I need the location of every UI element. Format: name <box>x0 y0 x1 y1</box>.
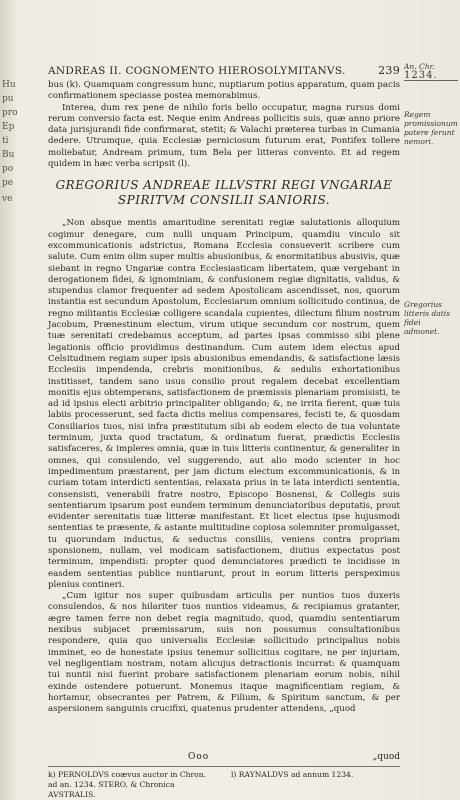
paragraph: Interea, dum rex pene de nihilo foris bello occupatur, magna rursus domi rerum conversio facta est. Neque enim Andreas pollicitis suis, quæ anno priore data jurisjurandi fide confirmarat, stetit; & Valachi præterea turbas in Cumania dedere. Utrumque, quia Ecclesiæ perniciosum futurum erat, Pontifex tollere moliebatur, Andream primum, tum Bela per litteras convento. Et ad regem quidem in hæc verba scripsit (l). <box>48 102 400 170</box>
gutter-fragment: Bu <box>2 150 15 160</box>
signature-mark: Ooo <box>188 752 210 762</box>
letter-paragraph: „Non absque mentis amaritudine serenitati regiæ salutationis alloquium cogimur denegare, cum nulli unquam Principum, quamdiu vinculo sit excommunicationis adstrictus, Romana Ecclesia consueverit scribere cum salute. Cum enim olim super multis abusionibus, & enormitatibus abusivis, quæ siebant in regno Ungariæ contra Ecclesiasticam libertatem, quæ vergebant in derogationem fidei, & ignominiam, & confusionem regiæ dignitatis, validus, & stupendus clamor frequenter ad sedem Apostolicam ascendisset, nos, quorum instantia est secundum Apostolum, Ecclesiarum omnium sollicitudo continua, de regno militantis Ecclesiæ colligere scandala cupientes, dilectum filium nostrum Jacobum, Prænestinum electum, virum utique secundum cor nostrum, quem tuæ serenitati credebamus acceptum, ad partes ipsas commisso sibi plene legationis officio providimus destinandum. Cum autem idem electus apud Celsitudinem regiam super ipsis abusionibus emendandis, & satisfactione læsis Ecclesiis impendenda, crebris monitionibus, & sedulis exhortationibus institisset, tandem sano usus consilio prout regalem decebat excellentiam monitis ejus obtemperans, satisfactionem de præmissis plenariam promisisti, te ad id ipsius electi arbitrio principaliter obligando; &, ne irrita fierent, quæ tuis labiis processerunt, sed facta dictis melius compensares, fecisti te, & quosdam Consiliarios tuos, nisi infra præstitutum sibi ab eodem electo de tua voluntate terminum, juxta quod tractatum, & ordinatum fuerat, prædictis Ecclesiis satisfaceres, & impleres omnia, quæ in tuis litteris continentur, & generaliter in omnes, qui consulendo, vel suggerendo, aut alio modo scienter in hoc impedimentum præstarent, per jam dictum electum excommunicationis, & in curiam totam interdicti sententias, relaxata prius in te lata interdicti sententia, consensisti, venerabili fratre nostro, Episcopo Bosnensi, & Collegis suis sententiarum ipsarum post eundem terminum denunciatoribus deputatis, prout evidenter serenitatis tuæ litteræ manifestant. Et licet electus ipse hujusmodi sententias te præsente, & astante multitudine copiosa solemniter promulgasset, tu quorundam inductus, & seductus consiliis, veniens contra propriam sponsionem, nullam, vel modicam satisfactionem, diutius expectatus post terminum, impendisti: propter quod denunciatores prædicti te incidisse in easdem sententias publice nuntiarunt, prout in eorum litteris perspeximus plenius contineri. <box>48 218 400 590</box>
main-text <box>48 80 400 715</box>
footnotes <box>48 770 400 800</box>
letter-heading: GREGORIUS ANDREAE ILLVSTRI REGI VNGARIAE SPIRITVM CONSILII SANIORIS. <box>55 178 393 208</box>
gutter-fragment: Hu <box>2 80 16 90</box>
gutter-fragment: pro <box>2 108 18 118</box>
footnote-k: k) PERNOLDVS coævus auctor in Chron. ad an. 1234. STERO, & Chronica AVSTRALIS. <box>48 770 207 799</box>
margin-year: 1234. <box>404 71 458 81</box>
margin-label: An. Chr. <box>404 62 435 71</box>
folio-line <box>48 752 400 762</box>
gutter-fragment: ti <box>2 136 9 146</box>
gutter-fragment: Ep <box>2 122 15 132</box>
catchword: „quod <box>372 752 400 762</box>
letter-paragraph: „Cum igitur nos super quibusdam articulis per nuntios tuos duxeris consulendos, & nos hilariter tuos nuntios videamus, & recipiamus gratanter, ægre tamen ferre non debet regia magnitudo, quod, quamdiu sententiarum nexibus subjacet præmissarum, suis non possumus consultationibus respondere, quia quo universalis Ecclesiæ sollicitudo principalius nobis imminet, eo de honestate ipsius tenemur sollicitius cogitare, ne per injuriam, vel negligentiam nostram, notam alicujus detractionis incurrat: & quamquam tui nuntii nisi fuerint probare satisfactionem plenariam eorum nobis, nihil exinde ostendere potuerunt. Monemus itaque magnificentiam regiam, & hortamur, obsecrantes per Patrem, & Filium, & Spiritum sanctum, & per aspersionem sanguinis crucifixi, quatenus prudenter attendens, „quod <box>48 591 400 715</box>
page-number: 239 <box>378 64 400 77</box>
margin-note-regem: Regem promissionum patere ferunt nemori. <box>404 110 458 146</box>
gutter-fragment: pu <box>2 94 14 104</box>
footnote-rule <box>48 766 400 767</box>
gutter-fragment: pe <box>2 178 14 188</box>
running-header <box>48 64 400 77</box>
paragraph: bus (k). Quamquam congressum hunc, nuptiarum potius apparatum, quam pacis confirmationem speciasse postea memorabimus. <box>48 80 400 102</box>
running-title: ANDREAS II. COGNOMENTO HIEROSOLYMITANVS. <box>48 65 346 77</box>
gutter-fragment: po <box>2 164 14 174</box>
footnote-l: l) RAYNALDVS ad annum 1234. <box>231 770 354 779</box>
gutter-fragment: ve <box>2 194 13 204</box>
margin-note-gregorius: Gregorius litteris datis fidei admonet. <box>404 300 451 336</box>
margin-year-note <box>404 62 458 81</box>
previous-page-gutter <box>0 0 34 800</box>
